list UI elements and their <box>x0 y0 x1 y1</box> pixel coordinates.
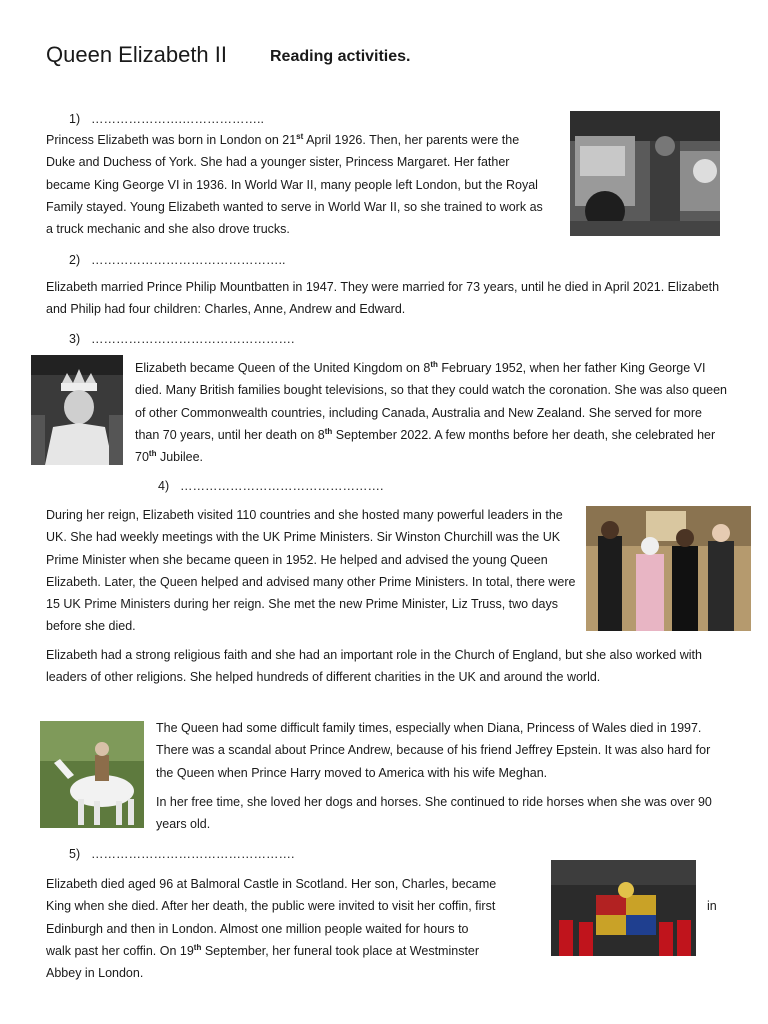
heading-number: 1) <box>69 112 81 126</box>
page-title: Queen Elizabeth II <box>46 42 228 67</box>
leaders-meeting-photo <box>586 506 751 631</box>
paragraph-birth: Princess Elizabeth was born in London on 21st April 1926. Then, her parents were the Duke and Duchess of York. She had a younger sister, Princess Margaret. Her father became King George VI in 1936. In World War II, many people left London, but the Royal Family stayed. Young Elizabeth wanted to serve in World War II, so she trained to work as a truck mechanic and she also drove trucks. <box>46 132 543 237</box>
paragraph-marriage: Elizabeth married Prince Philip Mountbatten in 1947. They were married for 73 years, until he died in April 2021. Elizabeth and Philip had four children: Charles, Anne, Andrew and Edward. <box>46 280 720 317</box>
paragraph-family: The Queen had some difficult family times, especially when Diana, Princess of Wales died in 1997. There was a scandal about Prince Andrew, because of his friend Jeffrey Epstein. It was also hard for the Queen when Prince Harry moved to America with his wife Meghan. <box>156 721 711 780</box>
heading-blank: ………………….……………….. <box>91 112 264 126</box>
heading-5 <box>69 843 294 865</box>
heading-blank: …………………………………………. <box>91 332 295 346</box>
paragraph-free-time: In her free time, she loved her dogs and horses. She continued to ride horses when she was over 90 years old. <box>156 795 712 832</box>
page-subtitle: Reading activities. <box>270 48 411 65</box>
truck-mechanic-photo <box>570 111 720 236</box>
coronation-photo <box>31 355 123 465</box>
paragraph-reign: During her reign, Elizabeth visited 110 countries and she hosted many powerful leaders in the UK. She had weekly meetings with the UK Prime Ministers. Sir Winston Churchill was the UK Prime Minister when she became queen in 1952. He helped and advised the young Queen Elizabeth. Later, the Queen helped and advised many other Prime Ministers. In total, there were 15 UK Prime Ministers during her reign. She met the new Prime Minister, Liz Truss, two days before she died. <box>46 508 576 634</box>
heading-number: 4) <box>158 479 170 493</box>
heading-number: 2) <box>69 253 81 267</box>
heading-blank: …………………………………………. <box>180 479 384 493</box>
heading-number: 3) <box>69 332 81 346</box>
heading-2 <box>69 249 285 271</box>
heading-4 <box>158 475 383 497</box>
heading-number: 5) <box>69 847 81 861</box>
paragraph-religion: Elizabeth had a strong religious faith and she had an important role in the Church of England, but she also worked with leaders of other religions. She helped hundreds of different charities in the UK and around the world. <box>46 648 702 685</box>
heading-blank: …………………………………………. <box>91 847 295 861</box>
heading-3 <box>69 328 294 350</box>
paragraph-queen: Elizabeth became Queen of the United Kingdom on 8th February 1952, when her father King George VI died. Many British families bought televisions, so that they could watch the coronation. She was also queen of other Commonwealth countries, including Canada, Australia and New Zealand. She served for more than 70 years, until her death on 8th September 2022. A few months before her death, she celebrated her 70th Jubilee. <box>135 360 728 465</box>
paragraph-death: Elizabeth died aged 96 at Balmoral Castle in Scotland. Her son, Charles, became King when she died. After her death, the public were invited to visit her coffin, first in Edinburgh and then in London. Almost one million people waited for hours to walk past her coffin. On 19th September, her funeral took place at Westminster Abbey in London. <box>46 877 717 981</box>
heading-1 <box>69 108 264 130</box>
horse-riding-photo <box>40 721 144 828</box>
heading-blank: ……………………………………….. <box>91 253 286 267</box>
